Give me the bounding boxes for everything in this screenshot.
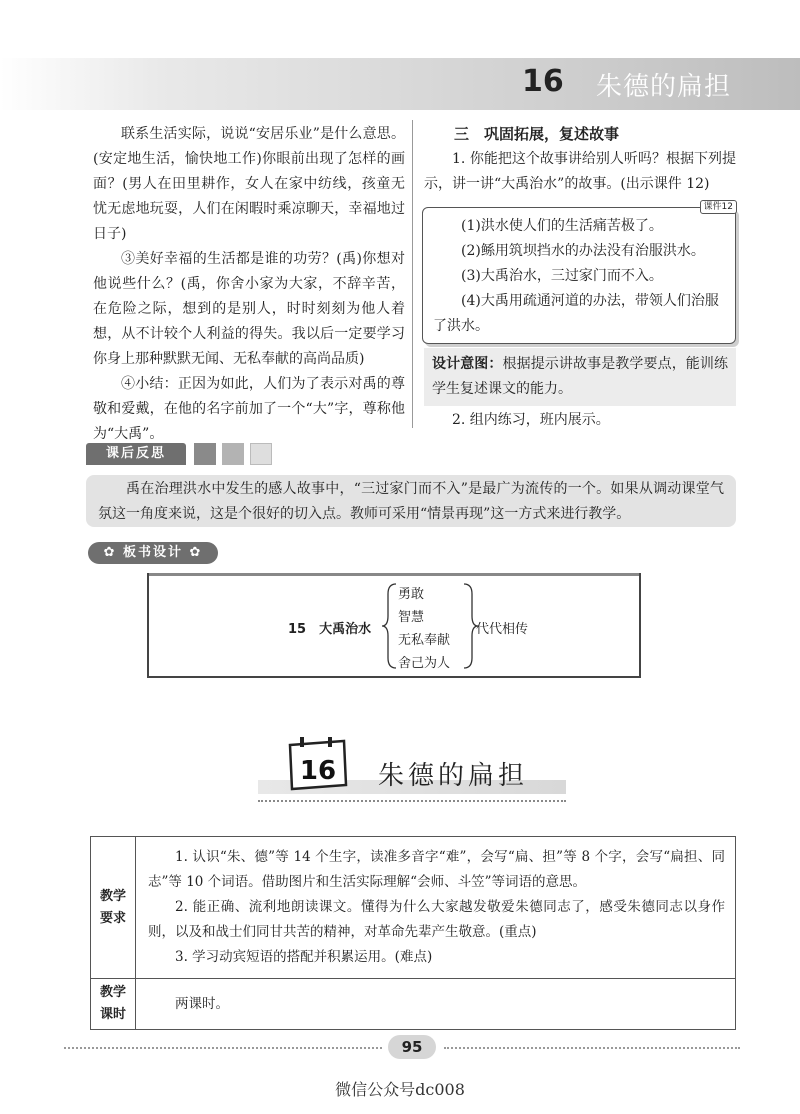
board-item: 智慧 [398,610,425,625]
design-intent-label: 设计意图： [432,356,503,372]
courseware-box [422,202,736,344]
courseware-item: (2)鲧用筑坝挡水的办法没有治服洪水。 [461,243,705,259]
design-intent-text: 根据提示讲故事是教学要点，能训练学生复述课文的能力。 [432,356,728,397]
row-label-text: 教学课时 [99,985,126,1022]
goal-line: 1. 认识“朱、德”等 14 个生字，读准多音字“难”，会写“扁、担”等 8 个字，会写“扁担、同志”等 10 个词语。借助图片和生活实际理解“会师、斗笠”等词语的意思。 [148,849,725,890]
decor-square [222,443,244,465]
decor-square [250,443,272,465]
courseware-item: (4)大禹用疏通河道的办法，带领人们治服了洪水。 [433,293,719,334]
chapter-title: 朱德的扁担 [596,72,732,102]
watermark-text: 微信公众号dc008 [335,1080,465,1099]
board-lesson-title: 15 大禹治水 [288,622,372,637]
row-content [136,979,736,1030]
page-number: 95 [388,1035,436,1059]
row-label-text: 教学要求 [99,888,126,926]
table-row [91,837,736,979]
row-label [91,837,136,979]
chapter-number: 16 [522,64,564,99]
goal-line: 2. 能正确、流利地朗读课文。懂得为什么大家越发敬爱朱德同志了，感受朱德同志以身作则，以及和战士们同甘共苦的精神，对革命先辈产生敬意。(重点) [148,899,725,940]
board-item: 舍己为人 [398,656,451,671]
calendar-icon [284,737,350,793]
board-result: 代代相传 [476,622,529,637]
question-2: 2. 组内练习，班内展示。 [452,412,610,428]
paragraph: ④小结：正因为如此，人们为了表示对禹的尊敬和爱戴，在他的名字前加了一个“大”字，尊称他为“大禹”。 [93,376,405,442]
teaching-goals-table [90,836,736,1030]
board-item: 无私奉献 [398,633,451,648]
left-brace [382,584,396,668]
courseware-item: (1)洪水使人们的生活痛苦极了。 [461,218,663,234]
lesson-number: 16 [299,756,337,786]
decor-square [194,443,216,465]
board-design-tab: ✿ 板书设计 ✿ [88,542,218,564]
reflection-tab: 课后反思 [86,443,186,465]
column-divider [412,120,413,428]
goal-line: 3. 学习动宾短语的搭配并积累运用。(难点) [175,949,433,965]
courseware-tag: 课件12 [700,200,737,214]
paragraph: 联系生活实际，说说“安居乐业”是什么意思。(安定地生活，愉快地工作)你眼前出现了怎样的画面？(男人在田里耕作，女人在家中纺线，孩童无忧无虑地玩耍，人们在闲暇时乘凉聊天，幸福地过日子) [93,126,405,242]
design-intent [424,348,736,406]
table-row [91,979,736,1030]
paragraph: ③美好幸福的生活都是谁的功劳？(禹)你想对他说些什么？(禹，你舍小家为大家，不辞辛苦，在危险之际，想到的是别人，时时刻刻为他人着想，从不计较个人利益的得失。我以后一定要学习你身上那种默默无闻、无私奉献的高尚品质) [93,251,405,367]
lesson-title: 朱德的扁担 [378,761,529,791]
footer-divider [444,1047,740,1049]
goal-line: 两课时。 [175,995,229,1012]
row-content [136,837,736,979]
question-1: 1. 你能把这个故事讲给别人听吗？根据下列提示，讲一讲“大禹治水”的故事。(出示课件 12) [424,151,736,192]
board-item: 勇敢 [398,587,425,602]
right-column [424,122,736,433]
left-column [93,122,405,447]
courseware-item: (3)大禹治水，三过家门而不入。 [461,268,663,284]
reflection-text: 禹在治理洪水中发生的感人故事中，“三过家门而不入”是最广为流传的一个。如果从调动课堂气氛这一角度来说，这是个很好的切入点。教师可采用“情景再现”这一方式来进行教学。 [98,481,724,522]
footer-divider [64,1047,382,1049]
title-underline [258,800,566,802]
row-label [91,979,136,1030]
section-title: 三 巩固拓展，复述故事 [454,125,620,143]
reflection-box [86,475,736,527]
